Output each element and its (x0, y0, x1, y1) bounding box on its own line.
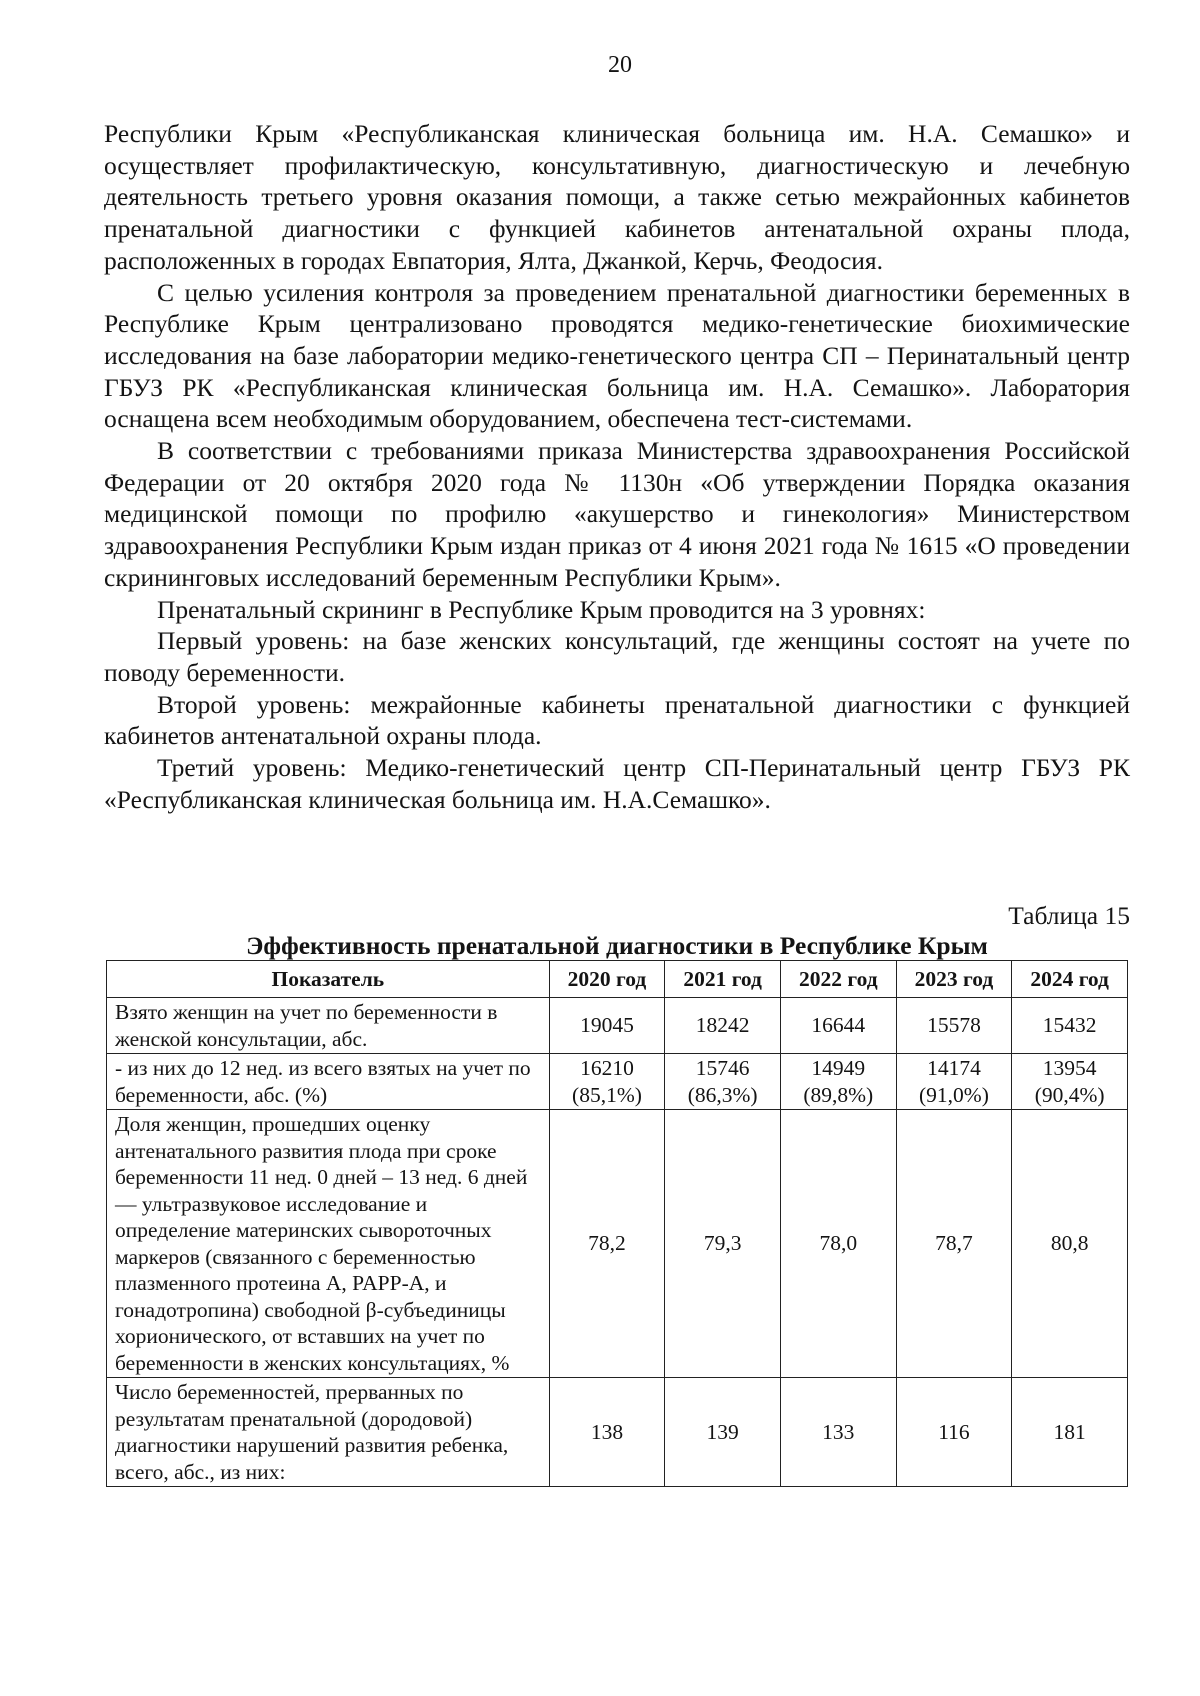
cell-share: (90,4%) (1034, 1082, 1105, 1107)
table-cell (665, 1054, 781, 1110)
cell-value: 13954 (1042, 1056, 1097, 1080)
cell-value: 15578 (927, 1013, 981, 1038)
table-cell (780, 1054, 896, 1110)
paragraph-lab-control: С целью усиления контроля за проведением пренатальной диагностики беременных в Республике Крым централизовано проводятся медико-генетические биохимические исследования на базе лаборатории медико-генетического центра СП – Перинатальный центр ГБУЗ РК «Республиканская клиническая больница им. Н.А. Семашко». Лаборатория оснащена всем необходимым оборудованием, обеспечена тест-системами. (104, 277, 1130, 434)
table-cell (1012, 1378, 1128, 1487)
table-cell (1012, 1110, 1128, 1378)
cell-value: 133 (822, 1419, 855, 1444)
table-cell (549, 1054, 665, 1110)
paragraph-ministry-order: В соответствии с требованиями приказа Министерства здравоохранения Российской Федерации от 20 октября 2020 года № 1130н «Об утверждении Порядка оказания медицинской помощи по профилю «акушерство и гинекология» Министерством здравоохранения Республики Крым издан приказ от 4 июня 2021 года № 1615 «О проведении скрининговых исследований беременным Республики Крым». (104, 436, 1130, 592)
prenatal-diagnostics-table (106, 960, 1128, 1487)
table-title: Эффективность пренатальной диагностики в Республике Крым (246, 931, 988, 960)
cell-value: 14949 (811, 1056, 866, 1080)
table-cell (780, 1110, 896, 1378)
table-row (107, 1378, 1128, 1487)
cell-value: 78,0 (819, 1231, 858, 1256)
cell-value: 15746 (695, 1056, 750, 1080)
page-number: 20 (608, 52, 632, 78)
header-indicator: Показатель (107, 961, 550, 998)
paragraph-level-one: Первый уровень: на базе женских консультаций, где женщины состоят на учете по поводу беременности. (104, 626, 1130, 687)
header-year-2022: 2022 год (780, 961, 896, 998)
table-cell (549, 1110, 665, 1378)
paragraph-screening-levels: Пренатальный скрининг в Республике Крым проводится на 3 уровнях: (157, 594, 926, 624)
row-label: - из них до 12 нед. из всего взятых на учет по беременности, абс. (%) (107, 1054, 550, 1110)
cell-share: (86,3%) (687, 1082, 758, 1107)
cell-value: 78,7 (935, 1231, 973, 1256)
cell-value: 78,2 (588, 1231, 626, 1256)
table-cell (780, 1378, 896, 1487)
cell-value: 15432 (1042, 1013, 1097, 1038)
table-cell (665, 998, 781, 1054)
cell-value: 16644 (811, 1013, 866, 1038)
cell-value: 16210 (580, 1056, 634, 1080)
cell-share: (85,1%) (572, 1082, 642, 1107)
table-cell (780, 998, 896, 1054)
table-cell (665, 1110, 781, 1378)
header-year-2021: 2021 год (665, 961, 781, 998)
header-year-2023: 2023 год (896, 961, 1012, 998)
paragraph-level-three: Третий уровень: Медико-генетический центр СП-Перинатальный центр ГБУЗ РК «Республиканская клиническая больница им. Н.А.Семашко». (104, 753, 1130, 814)
cell-value: 116 (938, 1419, 970, 1444)
table-caption: Таблица 15 (1008, 901, 1130, 930)
cell-value: 138 (590, 1419, 624, 1444)
header-year-2020: 2020 год (549, 961, 665, 998)
paragraph-continuation: Республики Крым «Республиканская клиническая больница им. Н.А. Семашко» и осуществляет профилактическую, консультативную, диагностическую и лечебную деятельность третьего уровня оказания помощи, а также сетью межрайонных кабинетов пренатальной диагностики с функцией кабинетов антенатальной охраны плода, расположенных в городах Евпатория, Ялта, Джанкой, Керчь, Феодосия. (104, 119, 1130, 275)
table-row (107, 1110, 1128, 1378)
cell-value: 181 (1053, 1419, 1086, 1444)
paragraph-level-two: Второй уровень: межрайонные кабинеты пренатальной диагностики с функцией кабинетов антенатальной охраны плода. (104, 689, 1130, 751)
cell-value: 80,8 (1050, 1231, 1089, 1256)
table-cell (549, 1378, 665, 1487)
row-label: Число беременностей, прерванных по результатам пренатальной (дородовой) диагностики нарушений развития ребенка, всего, абс., из них: (107, 1378, 550, 1487)
cell-value: 18242 (695, 1013, 750, 1038)
table-row (107, 1054, 1128, 1110)
table-cell (896, 998, 1012, 1054)
cell-value: 14174 (927, 1056, 981, 1080)
row-label: Взято женщин на учет по беременности в женской консультации, абс. (107, 998, 550, 1054)
cell-value: 139 (706, 1419, 739, 1444)
table-cell (665, 1378, 781, 1487)
table-cell (896, 1054, 1012, 1110)
header-year-2024: 2024 год (1012, 961, 1128, 998)
body-text (104, 118, 1130, 815)
table-cell (896, 1110, 1012, 1378)
table-cell (1012, 1054, 1128, 1110)
cell-share: (89,8%) (803, 1082, 874, 1107)
cell-value: 79,3 (703, 1231, 742, 1256)
table-header-row (107, 961, 1128, 998)
table-cell (896, 1378, 1012, 1487)
table-row (107, 998, 1128, 1054)
cell-value: 19045 (580, 1013, 634, 1038)
cell-share: (91,0%) (919, 1082, 989, 1107)
table-cell (549, 998, 665, 1054)
row-label: Доля женщин, прошедших оценку антенатального развития плода при сроке беременности 11 нед. 0 дней – 13 нед. 6 дней — ультразвуковое исследование и определение материнских сывороточных маркеров (связанного с беременностью плазменного протеина А, PAPP-A, и гонадотропина) свободной β-субъединицы хорионического, от вставших на учет по беременности в женских консультациях, % (107, 1110, 550, 1378)
table-cell (1012, 998, 1128, 1054)
